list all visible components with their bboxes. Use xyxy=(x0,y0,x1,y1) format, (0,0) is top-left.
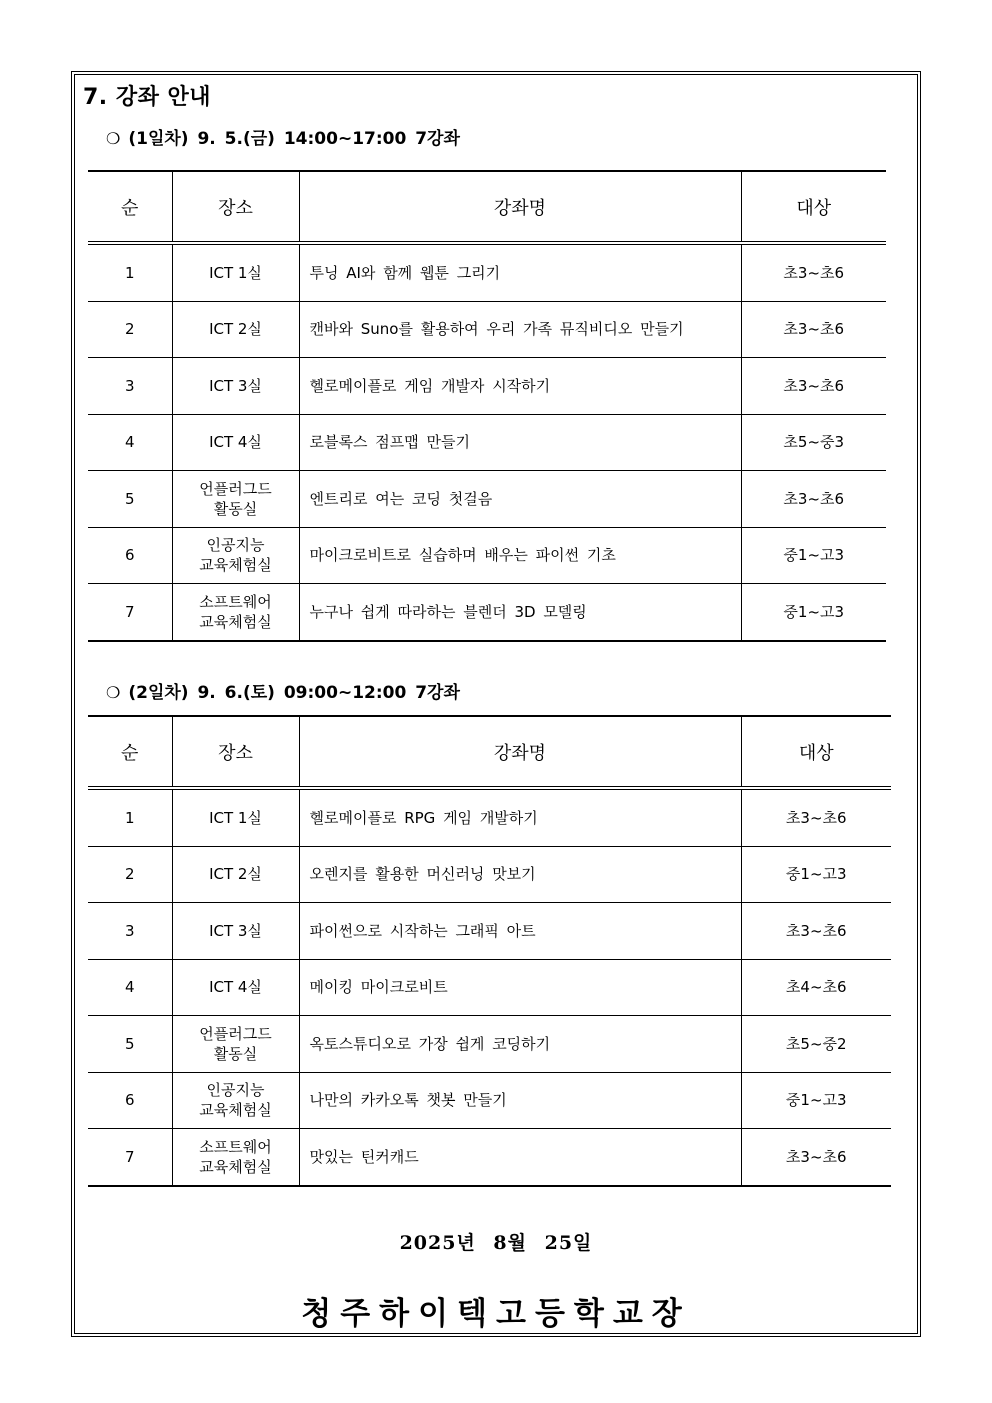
cell-course: 헬로메이플로 RPG 게임 개발하기 xyxy=(299,788,741,846)
principal-signature: 청주하이텍고등학교장 xyxy=(301,1296,691,1332)
col-header-course: 강좌명 xyxy=(299,716,741,788)
day2-header-text: (2일차) 9. 6.(토) 09:00~12:00 7강좌 xyxy=(128,683,460,703)
cell-no: 6 xyxy=(88,1072,172,1129)
table-row xyxy=(88,414,886,471)
cell-no: 1 xyxy=(88,788,172,846)
day2-bullet: ❍ xyxy=(106,683,121,702)
cell-no: 7 xyxy=(88,1129,172,1186)
cell-no: 1 xyxy=(88,243,172,301)
cell-course: 옥토스튜디오로 가장 쉽게 코딩하기 xyxy=(299,1016,741,1073)
cell-target: 초4~초6 xyxy=(741,959,891,1016)
table-row xyxy=(88,959,891,1016)
cell-course: 나만의 카카오톡 챗봇 만들기 xyxy=(299,1072,741,1129)
cell-target: 초3~초6 xyxy=(741,301,886,358)
table-row xyxy=(88,301,886,358)
cell-place: ICT 1실 xyxy=(172,788,299,846)
cell-target: 초5~중2 xyxy=(741,1016,891,1073)
day1-header-text: (1일차) 9. 5.(금) 14:00~17:00 7강좌 xyxy=(128,129,460,149)
section-title: 7. 강좌 안내 xyxy=(83,85,211,110)
cell-target: 초3~초6 xyxy=(741,243,886,301)
cell-place: ICT 4실 xyxy=(172,414,299,471)
cell-target: 초3~초6 xyxy=(741,903,891,960)
cell-place: ICT 2실 xyxy=(172,846,299,903)
col-header-course: 강좌명 xyxy=(299,171,741,243)
table-row xyxy=(88,1016,891,1073)
cell-no: 2 xyxy=(88,846,172,903)
table-row xyxy=(88,243,886,301)
cell-target: 초3~초6 xyxy=(741,471,886,528)
cell-target: 중1~고3 xyxy=(741,527,886,584)
cell-no: 6 xyxy=(88,527,172,584)
cell-course: 맛있는 틴커캐드 xyxy=(299,1129,741,1186)
cell-place: ICT 4실 xyxy=(172,959,299,1016)
day2-schedule-table xyxy=(88,715,891,1187)
col-header-target: 대상 xyxy=(741,716,891,788)
cell-target: 초3~초6 xyxy=(741,1129,891,1186)
cell-place: 언플러그드 활동실 xyxy=(172,1016,299,1073)
cell-place: ICT 3실 xyxy=(172,903,299,960)
col-header-no: 순 xyxy=(88,171,172,243)
cell-place: 인공지능 교육체험실 xyxy=(172,527,299,584)
cell-course: 헬로메이플로 게임 개발자 시작하기 xyxy=(299,358,741,415)
table-row xyxy=(88,1072,891,1129)
day1-header xyxy=(106,124,460,149)
cell-target: 초3~초6 xyxy=(741,788,891,846)
cell-target: 중1~고3 xyxy=(741,1072,891,1129)
day1-bullet: ❍ xyxy=(106,129,121,148)
cell-target: 초5~중3 xyxy=(741,414,886,471)
cell-course: 캔바와 Suno를 활용하여 우리 가족 뮤직비디오 만들기 xyxy=(299,301,741,358)
table-row xyxy=(88,846,891,903)
cell-no: 4 xyxy=(88,414,172,471)
day1-schedule-table xyxy=(88,170,886,642)
table-row xyxy=(88,527,886,584)
cell-course: 파이썬으로 시작하는 그래픽 아트 xyxy=(299,903,741,960)
cell-no: 4 xyxy=(88,959,172,1016)
cell-no: 3 xyxy=(88,903,172,960)
cell-place: 언플러그드 활동실 xyxy=(172,471,299,528)
cell-course: 메이킹 마이크로비트 xyxy=(299,959,741,1016)
table-row xyxy=(88,471,886,528)
table-header-row xyxy=(88,716,891,788)
col-header-target: 대상 xyxy=(741,171,886,243)
col-header-no: 순 xyxy=(88,716,172,788)
cell-place: ICT 3실 xyxy=(172,358,299,415)
col-header-place: 장소 xyxy=(172,171,299,243)
cell-no: 5 xyxy=(88,471,172,528)
table-row xyxy=(88,358,886,415)
cell-course: 누구나 쉽게 따라하는 블렌더 3D 모델링 xyxy=(299,584,741,641)
cell-target: 중1~고3 xyxy=(741,846,891,903)
issue-date: 2025년 8월 25일 xyxy=(399,1232,593,1254)
cell-course: 마이크로비트로 실습하며 배우는 파이썬 기초 xyxy=(299,527,741,584)
cell-no: 5 xyxy=(88,1016,172,1073)
col-header-place: 장소 xyxy=(172,716,299,788)
cell-place: ICT 2실 xyxy=(172,301,299,358)
cell-place: 소프트웨어 교육체험실 xyxy=(172,584,299,641)
cell-place: 소프트웨어 교육체험실 xyxy=(172,1129,299,1186)
table-row xyxy=(88,903,891,960)
cell-place: 인공지능 교육체험실 xyxy=(172,1072,299,1129)
cell-target: 초3~초6 xyxy=(741,358,886,415)
cell-course: 엔트리로 여는 코딩 첫걸음 xyxy=(299,471,741,528)
table-row xyxy=(88,788,891,846)
day2-header xyxy=(106,678,460,703)
cell-course: 투닝 AI와 함께 웹툰 그리기 xyxy=(299,243,741,301)
cell-no: 2 xyxy=(88,301,172,358)
cell-course: 로블록스 점프맵 만들기 xyxy=(299,414,741,471)
cell-no: 7 xyxy=(88,584,172,641)
table-row xyxy=(88,1129,891,1186)
cell-place: ICT 1실 xyxy=(172,243,299,301)
cell-no: 3 xyxy=(88,358,172,415)
cell-target: 중1~고3 xyxy=(741,584,886,641)
table-header-row xyxy=(88,171,886,243)
table-row xyxy=(88,584,886,641)
cell-course: 오렌지를 활용한 머신러닝 맛보기 xyxy=(299,846,741,903)
